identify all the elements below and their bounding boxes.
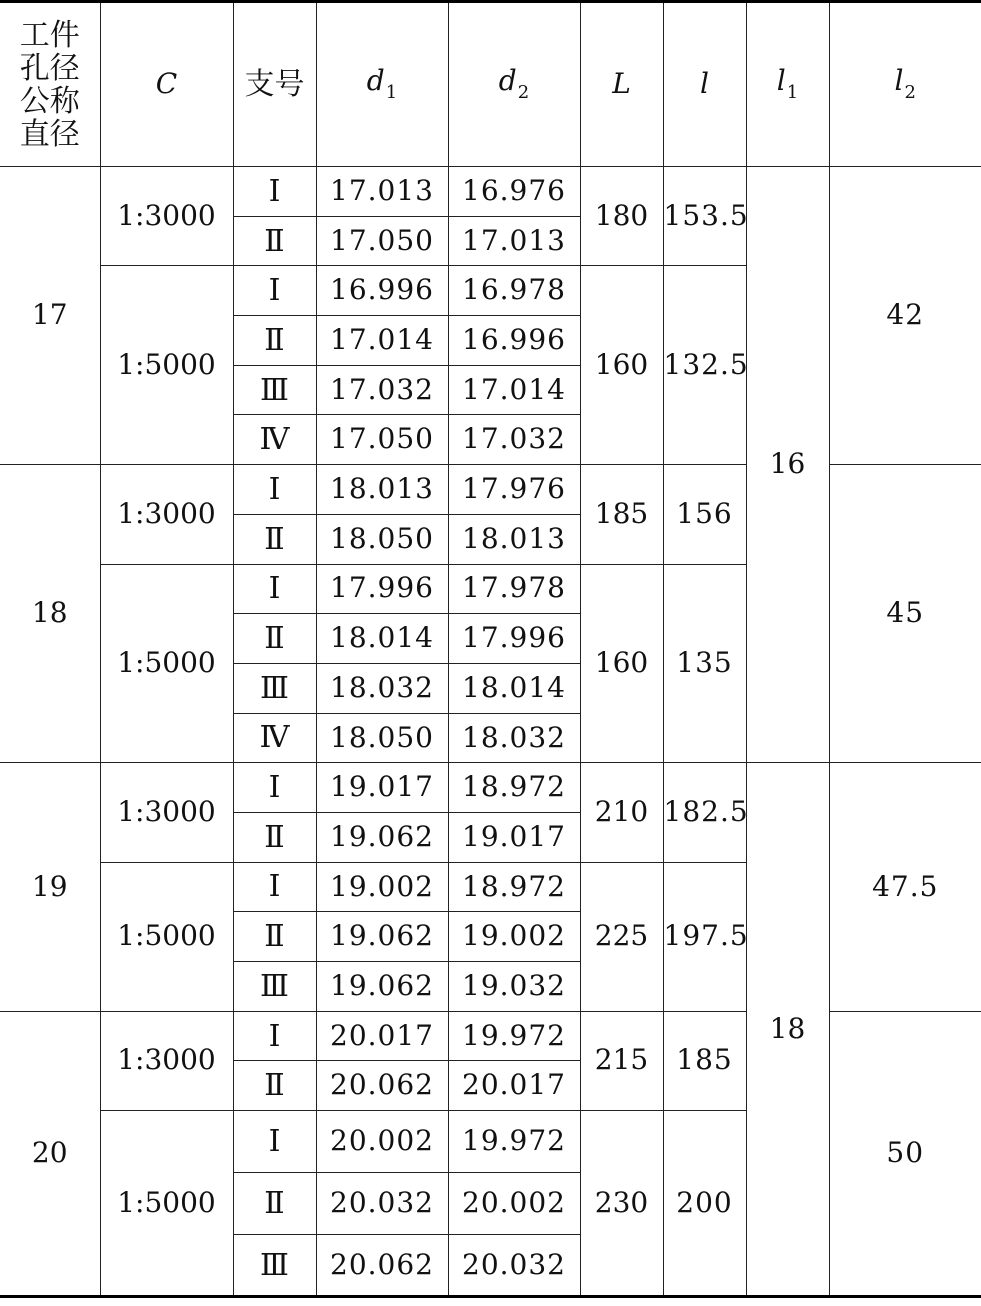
header-l2: $l_2$: [829, 2, 981, 167]
d1-cell: 17.050: [316, 216, 448, 266]
piece-number-cell: Ⅰ: [233, 564, 316, 614]
d2-cell: 19.002: [448, 912, 580, 962]
nominal-diameter-cell: 18: [0, 465, 100, 763]
length-L-cell: 185: [580, 465, 663, 564]
d2-cell: 17.976: [448, 465, 580, 515]
d1-cell: 19.062: [316, 812, 448, 862]
piece-number-cell: Ⅰ: [233, 266, 316, 316]
header-row: [0, 2, 981, 167]
piece-number-cell: Ⅱ: [233, 912, 316, 962]
d2-cell: 18.032: [448, 713, 580, 763]
d1-cell: 19.062: [316, 912, 448, 962]
table-body: [0, 167, 981, 1297]
piece-number-cell: Ⅰ: [233, 1011, 316, 1061]
length-l-cell: 185: [663, 1011, 746, 1110]
nominal-diameter-cell: 20: [0, 1011, 100, 1296]
d2-cell: 17.013: [448, 216, 580, 266]
length-l-cell: 156: [663, 465, 746, 564]
length-L-cell: 225: [580, 862, 663, 1011]
d1-cell: 17.013: [316, 167, 448, 217]
taper-cell: 1:3000: [100, 763, 233, 862]
length-L-cell: 180: [580, 167, 663, 266]
piece-number-cell: Ⅳ: [233, 415, 316, 465]
length-l-cell: 200: [663, 1111, 746, 1297]
header-taper: C: [100, 2, 233, 167]
header-d2: $d_2$: [448, 2, 580, 167]
d2-cell: 17.014: [448, 365, 580, 415]
piece-number-cell: Ⅱ: [233, 1061, 316, 1111]
d2-cell: 17.978: [448, 564, 580, 614]
piece-number-cell: Ⅱ: [233, 812, 316, 862]
d1-cell: 18.013: [316, 465, 448, 515]
d2-cell: 18.013: [448, 514, 580, 564]
piece-number-cell: Ⅰ: [233, 763, 316, 813]
taper-cell: 1:3000: [100, 1011, 233, 1110]
d2-cell: 18.972: [448, 862, 580, 912]
d2-cell: 20.017: [448, 1061, 580, 1111]
header-l1: $l_1$: [746, 2, 829, 167]
length-l2-cell: 45: [829, 465, 981, 763]
taper-cell: 1:3000: [100, 465, 233, 564]
length-L-cell: 215: [580, 1011, 663, 1110]
d1-cell: 17.996: [316, 564, 448, 614]
d1-cell: 20.062: [316, 1061, 448, 1111]
header-d1: $d_1$: [316, 2, 448, 167]
taper-cell: 1:5000: [100, 266, 233, 465]
taper-cell: 1:5000: [100, 1111, 233, 1297]
header-piece-number: 支号: [233, 2, 316, 167]
table-row: [0, 465, 981, 515]
d1-cell: 18.050: [316, 713, 448, 763]
d2-cell: 20.002: [448, 1173, 580, 1235]
d1-cell: 16.996: [316, 266, 448, 316]
table-row: [0, 763, 981, 813]
d2-cell: 16.976: [448, 167, 580, 217]
d2-cell: 16.978: [448, 266, 580, 316]
d1-cell: 20.032: [316, 1173, 448, 1235]
header-L: L: [580, 2, 663, 167]
length-l-cell: 135: [663, 564, 746, 763]
d1-cell: 17.014: [316, 316, 448, 366]
nominal-diameter-cell: 19: [0, 763, 100, 1011]
length-l-cell: 182.5: [663, 763, 746, 862]
d1-cell: 18.032: [316, 663, 448, 713]
d2-cell: 19.032: [448, 962, 580, 1012]
d1-cell: 19.062: [316, 962, 448, 1012]
length-l-cell: 132.5: [663, 266, 746, 465]
table-row: [0, 1011, 981, 1061]
piece-number-cell: Ⅱ: [233, 1173, 316, 1235]
piece-number-cell: Ⅱ: [233, 216, 316, 266]
length-L-cell: 230: [580, 1111, 663, 1297]
piece-number-cell: Ⅳ: [233, 713, 316, 763]
d1-cell: 20.062: [316, 1235, 448, 1297]
taper-cell: 1:5000: [100, 564, 233, 763]
d2-cell: 16.996: [448, 316, 580, 366]
piece-number-cell: Ⅲ: [233, 1235, 316, 1297]
length-L-cell: 160: [580, 564, 663, 763]
piece-number-cell: Ⅰ: [233, 465, 316, 515]
table-row: [0, 167, 981, 217]
length-l2-cell: 47.5: [829, 763, 981, 1011]
header-l: l: [663, 2, 746, 167]
piece-number-cell: Ⅲ: [233, 365, 316, 415]
d2-cell: 19.017: [448, 812, 580, 862]
piece-number-cell: Ⅲ: [233, 962, 316, 1012]
d2-cell: 19.972: [448, 1011, 580, 1061]
d1-cell: 18.050: [316, 514, 448, 564]
length-L-cell: 210: [580, 763, 663, 862]
d2-cell: 18.014: [448, 663, 580, 713]
d1-cell: 19.002: [316, 862, 448, 912]
length-l2-cell: 42: [829, 167, 981, 465]
length-l-cell: 197.5: [663, 862, 746, 1011]
length-L-cell: 160: [580, 266, 663, 465]
taper-cell: 1:3000: [100, 167, 233, 266]
length-l2-cell: 50: [829, 1011, 981, 1296]
d1-cell: 18.014: [316, 614, 448, 664]
d1-cell: 19.017: [316, 763, 448, 813]
d2-cell: 20.032: [448, 1235, 580, 1297]
length-l1-cell: 18: [746, 763, 829, 1297]
d1-cell: 20.002: [316, 1111, 448, 1173]
header-nominal-diameter: 工件孔径公称直径: [0, 2, 100, 167]
piece-number-cell: Ⅱ: [233, 614, 316, 664]
nominal-diameter-cell: 17: [0, 167, 100, 465]
piece-number-cell: Ⅰ: [233, 862, 316, 912]
piece-number-cell: Ⅱ: [233, 316, 316, 366]
piece-number-cell: Ⅲ: [233, 663, 316, 713]
piece-number-cell: Ⅱ: [233, 514, 316, 564]
d2-cell: 17.032: [448, 415, 580, 465]
piece-number-cell: Ⅰ: [233, 167, 316, 217]
length-l-cell: 153.5: [663, 167, 746, 266]
d2-cell: 19.972: [448, 1111, 580, 1173]
taper-cell: 1:5000: [100, 862, 233, 1011]
length-l1-cell: 16: [746, 167, 829, 763]
d1-cell: 17.032: [316, 365, 448, 415]
d2-cell: 17.996: [448, 614, 580, 664]
d1-cell: 17.050: [316, 415, 448, 465]
piece-number-cell: Ⅰ: [233, 1111, 316, 1173]
d2-cell: 18.972: [448, 763, 580, 813]
d1-cell: 20.017: [316, 1011, 448, 1061]
